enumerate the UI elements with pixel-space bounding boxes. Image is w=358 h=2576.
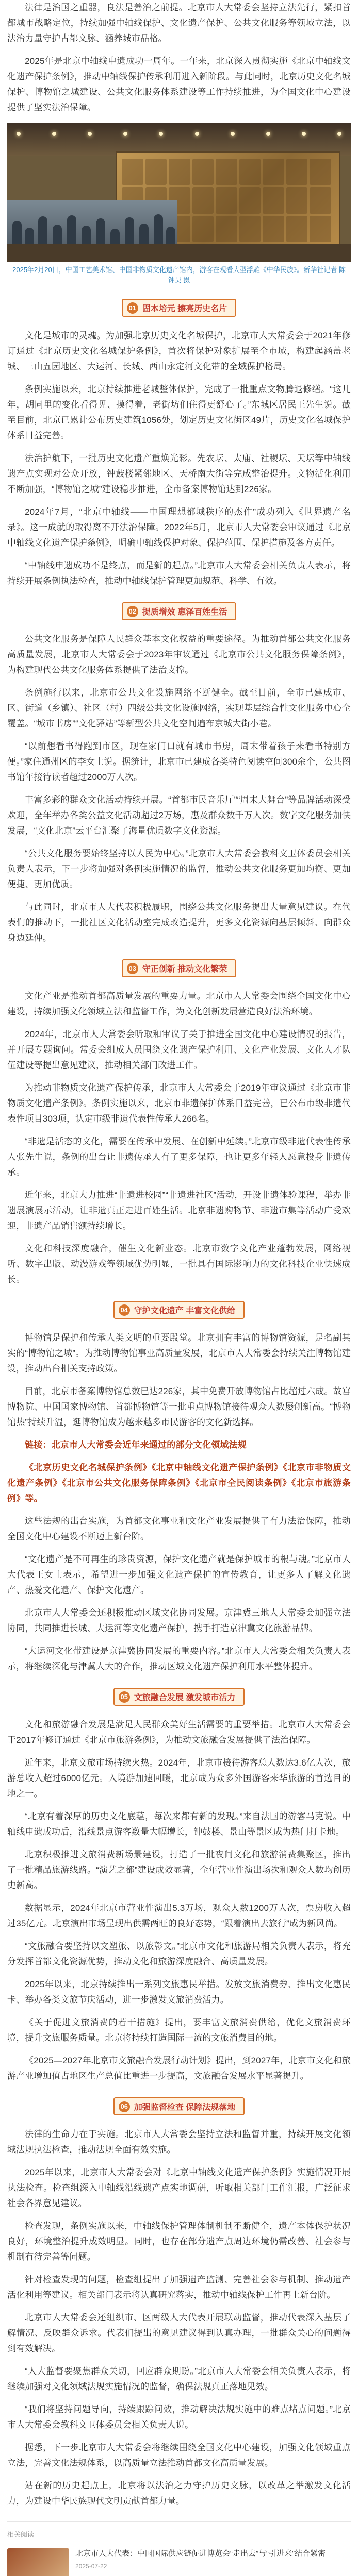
section-badge [113, 2097, 245, 2115]
section-badge [122, 602, 236, 620]
section-title: 固本培元 擦亮历史名片 [142, 304, 227, 313]
article-sections [7, 299, 351, 2509]
hero-ceiling [7, 123, 351, 156]
body-paragraph: 这些法规的出台实施，为首都文化事业和文化产业发展提供了有力法治保障，推动全国文化中心建设不断迈上新台阶。 [7, 1516, 351, 1541]
body-paragraph: “以前想看书得跑到市区，现在家门口就有城市书房，周末带着孩子来看书特别方便。”家住通州区的李女士说。据统计，北京市已建成各类特色阅读空间300余个，公共图书馆年接待读者超过2000万人次。 [7, 741, 351, 782]
body-paragraph: 北京市人大常委会还积极推动区域文化协同发展。京津冀三地人大常委会加强立法协同，共同推进长城、大运河等文化遗产保护，携手打造京津冀文化旅游品牌。 [7, 1608, 351, 1633]
intro-paragraph-1: 法律是治国之重器，良法是善治之前提。北京市人大常委会坚持立法先行，紧扣首都城市战略定位，持续加强中轴线保护、文化遗产保护、公共文化服务等领域立法，以法治力量守护古都文脉、涵养城市品格。 [7, 3, 351, 43]
section-header [7, 2097, 351, 2115]
body-paragraph: 文化产业是推动首都高质量发展的重要力量。北京市人大常委会围绕全国文化中心建设，持续加强文化领域立法和监督工作，为文化创新发展营造良好法治环境。 [7, 991, 351, 1016]
section-number: 04 [119, 1304, 130, 1316]
body-paragraph: 公共文化服务是保障人民群众基本文化权益的重要途径。为推动首都公共文化服务高质量发展，北京市人大常委会于2023年审议通过《北京市公共文化服务保障条例》，为构建现代公共文化服务体系提供了法治支撑。 [7, 634, 351, 675]
body-paragraph: 《关于促进文旅消费的若干措施》提出，要丰富文旅消费供给，优化文旅消费环境，提升文旅服务质量。北京将持续打造国际一流的文旅消费目的地。 [7, 2018, 351, 2043]
body-paragraph: 条例实施以来，北京持续推进老城整体保护，完成了一批重点文物腾退修缮。“这几年，胡同里的变化看得见、摸得着，老街坊们住得更舒心了。”东城区居民王先生说。截至目前，北京已累计公布历史建筑1056处，划定历史文化街区49片，历史文化名城保护体系日益完善。 [7, 384, 351, 440]
body-paragraph: “非遗是活态的文化，需要在传承中发展、在创新中延续。”北京市级非遗代表性传承人张先生说，条例的出台让非遗传承人有了更多保障，也让更多年轻人愿意投身非遗传承。 [7, 1137, 351, 1177]
related-item-date: 2025-07-22 [75, 2563, 107, 2570]
body-paragraph: 《2025—2027年北京市文旅融合发展行动计划》提出，到2027年，北京市文化和旅游产业增加值占地区生产总值比重进一步提高，文旅融合发展水平显著提升。 [7, 2056, 351, 2081]
body-paragraph: 数据显示，2024年北京市营业性演出5.3万场，观众人数1200万人次，票房收入超过35亿元。北京演出市场呈现出供需两旺的良好态势，“跟着演出去旅行”成为新风尚。 [7, 1903, 351, 1928]
body-paragraph: 2024年，北京市人大常委会听取和审议了关于推进全国文化中心建设情况的报告，并开展专题询问。常委会组成人员围绕文化遗产保护利用、文化产业发展、文化人才队伍建设等提出意见建议，推动相关部门改进工作。 [7, 1029, 351, 1070]
body-paragraph: 近年来，北京大力推进“非遗进校园”“非遗进社区”活动，开设非遗体验课程，举办非遗展演展示活动，让非遗真正走进百姓生活。北京非遗购物节、非遗市集等活动广受欢迎，非遗产品销售额持续增长。 [7, 1190, 351, 1231]
intro-paragraph-2: 2025年是北京中轴线申遗成功一周年。一年来，北京深入贯彻实施《北京中轴线文化遗产保护条例》，推动中轴线保护传承利用进入新阶段。与此同时，北京历史文化名城保护、博物馆之城建设、公共文化服务体系建设等工作持续推进，为全国文化中心建设提供了坚实法治保障。 [7, 56, 351, 112]
related-divider [7, 2521, 351, 2522]
body-paragraph: 2025年以来，北京市人大常委会对《北京中轴线文化遗产保护条例》实施情况开展执法检查。检查组深入中轴线沿线遗产点实地调研，听取相关部门工作汇报，广泛征求社会各界意见建议。 [7, 2167, 351, 2208]
related-item[interactable] [7, 2543, 351, 2576]
body-paragraph: 2024年7月，“北京中轴线——中国理想都城秩序的杰作”成功列入《世界遗产名录》。这一成就的取得离不开法治保障。2022年5月，北京市人大常委会审议通过《北京中轴线文化遗产保护条例》，明确中轴线保护对象、保护范围、保护措施及各方责任。 [7, 507, 351, 548]
body-paragraph: 博物馆是保护和传承人类文明的重要殿堂。北京拥有丰富的博物馆资源，是名副其实的“博物馆之城”。为推动博物馆事业高质量发展，北京市人大常委会持续关注博物馆建设，推动出台相关支持政策。 [7, 1333, 351, 1374]
highlight-paragraph: 链接：北京市人大常委会近年来通过的部分文化领域法规 [25, 1440, 247, 1450]
body-paragraph: 检查发现，条例实施以来，中轴线保护管理体制机制不断健全，遗产本体保护状况良好，环境整治提升成效明显。同时，也存在部分遗产点周边环境仍需改善、社会参与机制有待完善等问题。 [7, 2221, 351, 2262]
body-paragraph: 2025年以来，北京持续推出一系列文旅惠民举措。发放文旅消费券、推出文化惠民卡、举办各类文旅节庆活动，进一步激发文旅消费活力。 [7, 1979, 351, 2005]
hero-floor [7, 244, 351, 262]
section-number: 02 [127, 606, 138, 617]
related-item-title[interactable]: 北京市人大代表：中国国际供应链促进博览会“走出去”与“引进来”结合紧密 [75, 2549, 326, 2558]
body-paragraph: 站在新的历史起点上，北京将以法治之力守护历史文脉，以改革之举激发文化活力，为建设中华民族现代文明贡献首都力量。 [7, 2481, 351, 2506]
related-title: 相关阅读 [7, 2531, 35, 2538]
related-list [7, 2543, 351, 2576]
body-paragraph: 文化和旅游融合发展是满足人民群众美好生活需要的重要举措。北京市人大常委会于2017年修订通过《北京市旅游条例》，为推动文旅融合发展提供了法治保障。 [7, 1720, 351, 1745]
hero-caption: 2025年2月20日，中国工艺美术馆、中国非物质文化遗产馆内，游客在观看大型浮雕《中华民族》。新华社记者 陈钟昊 摄 [12, 266, 346, 284]
body-paragraph: 文化和科技深度融合，催生文化新业态。北京市数字文化产业蓬勃发展，网络视听、数字出版、动漫游戏等领域优势明显，一批具有国际影响力的文化科技企业快速成长。 [7, 1244, 351, 1284]
body-paragraph: “大运河文化带建设是京津冀协同发展的重要内容。”北京市人大常委会相关负责人表示，将继续深化与津冀人大的合作，推动区域文化遗产保护利用水平整体提升。 [7, 1646, 351, 1671]
section-header [7, 959, 351, 977]
body-paragraph: “北京有着深厚的历史文化底蕴，每次来都有新的发现。”来自法国的游客马克说。中轴线申遗成功后，沿线景点游客数量大幅增长，钟鼓楼、景山等景区成为热门打卡地。 [7, 1811, 351, 1837]
body-paragraph: 北京市人大常委会还组织市、区两级人大代表开展联动监督，推动代表深入基层了解情况、反映群众诉求。代表们提出的意见建议得到认真办理，一批群众关心的问题得到有效解决。 [7, 2313, 351, 2353]
section-title: 文旅融合发展 激发城市活力 [134, 1693, 236, 1702]
body-paragraph: 据悉，下一步北京市人大常委会将继续围绕全国文化中心建设，加强文化领域重点立法，完善文化法规体系，以高质量立法推动首都文化高质量发展。 [7, 2443, 351, 2468]
hero-lights [17, 132, 341, 139]
body-paragraph: 条例施行以来，北京市公共文化设施网络不断健全。截至目前，全市已建成市、区、街道（乡镇）、社区（村）四级公共文化设施网络，实现基层综合性文化服务中心全覆盖。“城市书房”“文化驿站”等新型公共文化空间遍布京城大街小巷。 [7, 688, 351, 728]
body-paragraph: 丰富多彩的群众文化活动持续开展。“首都市民音乐厅”“周末大舞台”等品牌活动深受欢迎，全年举办各类公益文化活动超过2万场，惠及群众数千万人次。数字文化服务加快发展，“文化北京”云平台汇聚了海量优质数字文化资源。 [7, 795, 351, 836]
hero-image[interactable] [7, 123, 351, 262]
section-badge [122, 299, 236, 317]
section-header [7, 602, 351, 620]
body-paragraph: 法律的生命力在于实施。北京市人大常委会坚持立法和监督并重，持续开展文化领域法规执法检查，推动法规全面有效实施。 [7, 2129, 351, 2155]
section-header [7, 1688, 351, 1706]
section-badge [113, 1688, 245, 1706]
section-badge [122, 959, 236, 977]
body-paragraph: “人大监督要聚焦群众关切，回应群众期盼。”北京市人大常委会相关负责人表示，将继续加强对文化领域法规实施情况的监督，确保法规真正落地见效。 [7, 2366, 351, 2392]
section-header [7, 1301, 351, 1319]
body-paragraph: 法治护航下，一批历史文化遗产重焕光彩。先农坛、太庙、社稷坛、天坛等中轴线遗产点实现对公众开放，钟鼓楼紧邻地区、天桥南大街等完成整治提升。文物活化利用不断加强，“博物馆之城”建设稳步推进，全市备案博物馆达到226家。 [7, 453, 351, 494]
body-paragraph: 与此同时，北京市人大代表积极履职，围绕公共文化服务提出大量意见建议。在代表们的推动下，一批社区文化活动室完成改造提升，更多文化资源向基层倾斜、向群众身边延伸。 [7, 902, 351, 943]
body-paragraph: “文化遗产是不可再生的珍贵资源，保护文化遗产就是保护城市的根与魂。”北京市人大代表王女士表示，希望进一步加强文化遗产保护的宣传教育，让更多人了解文化遗产、热爱文化遗产、保护文化遗产。 [7, 1554, 351, 1595]
body-paragraph: “公共文化服务要始终坚持以人民为中心。”北京市人大常委会教科文卫体委员会相关负责人表示，下一步将加强对条例实施情况的监督，推动公共文化服务更加均衡、更加便捷、更加优质。 [7, 849, 351, 889]
body-paragraph: 近年来，北京文旅市场持续火热。2024年，北京市接待游客总人数达3.6亿人次，旅游总收入超过6000亿元。入境游加速回暖，北京成为众多外国游客来华旅游的首选目的地之一。 [7, 1758, 351, 1799]
body-paragraph: 为推动非物质文化遗产保护传承，北京市人大常委会于2019年审议通过《北京市非物质文化遗产条例》。条例实施以来，北京市非遗保护体系日益完善，已公布市级非遗代表性项目303项，认定市级非遗代表性传承人266名。 [7, 1083, 351, 1124]
body-paragraph: 文化是城市的灵魂。为加强北京历史文化名城保护，北京市人大常委会于2021年修订通过《北京历史文化名城保护条例》，首次将保护对象扩展至全市域，构建起涵盖老城、三山五园地区、大运河、长城、西山永定河文化带的全域保护格局。 [7, 331, 351, 371]
highlight-paragraph: 《北京历史文化名城保护条例》《北京中轴线文化遗产保护条例》《北京市非物质文化遗产条例》《北京市公共文化服务保障条例》《北京市全民阅读条例》《北京市旅游条例》等。 [7, 1463, 351, 1503]
body-paragraph: 针对检查发现的问题，检查组提出了加强遗产监测、完善社会参与机制、推动遗产活化利用等建议。相关部门表示将认真研究落实，推动中轴线保护工作再上新台阶。 [7, 2275, 351, 2300]
section-number: 06 [119, 2101, 130, 2112]
body-paragraph: “中轴线申遗成功不是终点，而是新的起点。”北京市人大常委会相关负责人表示，将持续开展条例执法检查，推动中轴线保护管理更加规范、科学、有效。 [7, 561, 351, 586]
body-paragraph: 北京积极推进文旅消费新场景建设，打造了一批夜间文化和旅游消费集聚区，推出了一批精品旅游线路。“演艺之都”建设成效显著，全年营业性演出场次和观众人数均创历史新高。 [7, 1850, 351, 1890]
section-number: 05 [119, 1691, 130, 1703]
section-title: 加强监督检查 保障法规落地 [134, 2103, 236, 2112]
related-text [75, 2548, 326, 2570]
section-number: 01 [127, 302, 138, 314]
section-header [7, 299, 351, 317]
body-paragraph: “文旅融合要坚持以文塑旅、以旅彰文。”北京市文化和旅游局相关负责人表示，将充分发挥首都文化资源优势，推动文化和旅游深度融合、高质量发展。 [7, 1941, 351, 1967]
section-title: 守护文化遗产 丰富文化供给 [134, 1307, 236, 1315]
body-paragraph: “我们将坚持问题导向，持续跟踪问效，推动解决法规实施中的难点堵点问题。”北京市人大常委会教科文卫体委员会相关负责人说。 [7, 2404, 351, 2430]
section-title: 守正创新 推动文化繁荣 [142, 965, 227, 974]
section-badge [113, 1301, 245, 1319]
related-thumbnail[interactable] [7, 2548, 69, 2576]
body-paragraph: 目前，北京市备案博物馆总数已达226家，其中免费开放博物馆占比超过六成。故宫博物院、中国国家博物馆、首都博物馆等一批重点博物馆接待观众人数屡创新高。“博物馆热”持续升温，逛博物馆成为越来越多市民游客的文化新选择。 [7, 1386, 351, 1427]
section-number: 03 [127, 963, 138, 974]
section-title: 提质增效 惠泽百姓生活 [142, 608, 227, 617]
